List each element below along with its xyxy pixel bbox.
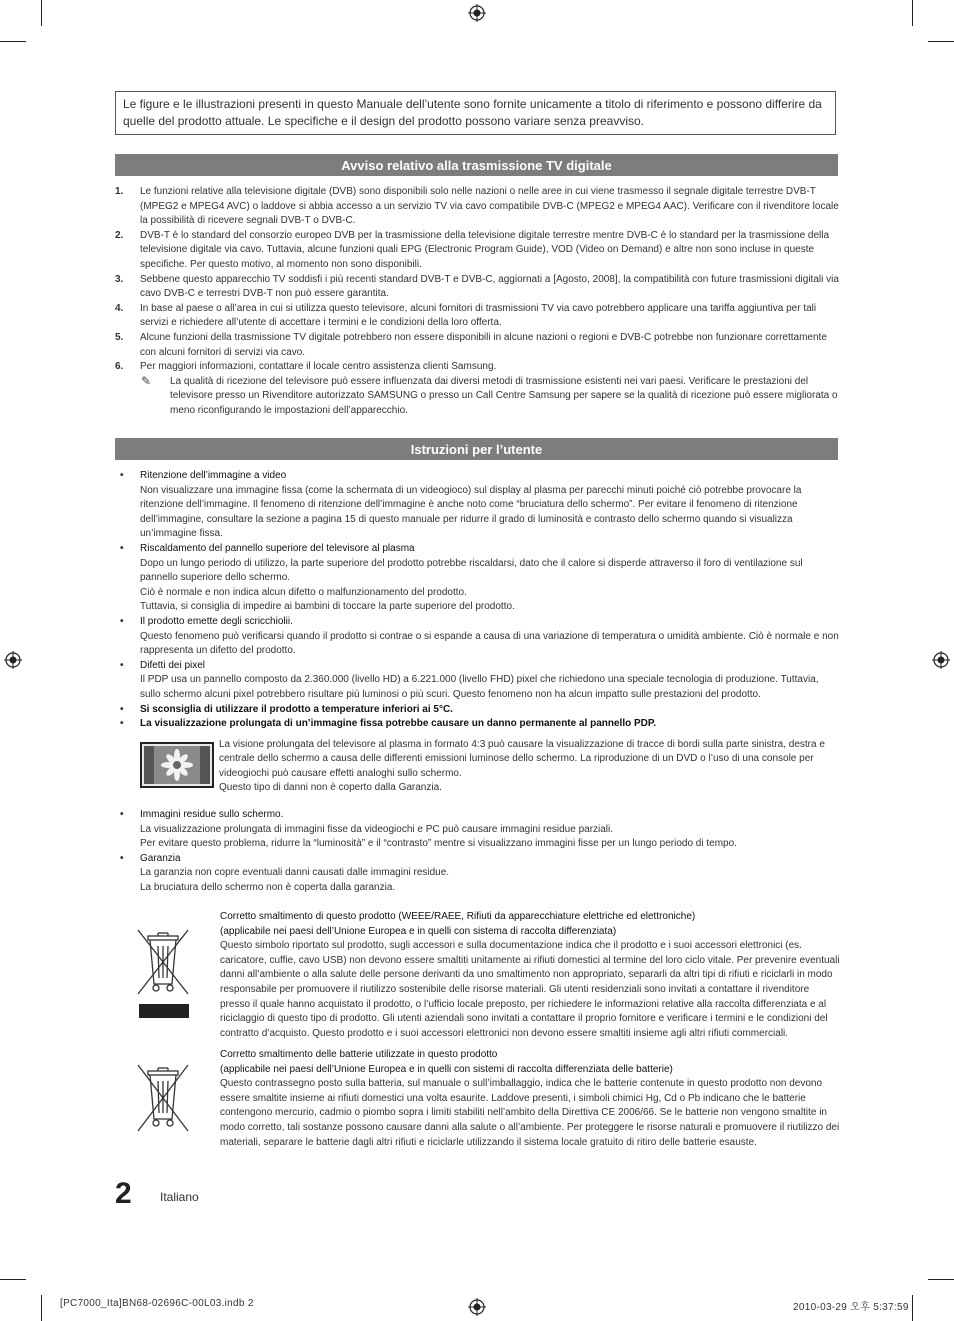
digital-tv-notice-list [115, 185, 840, 419]
crop-mark [0, 1279, 26, 1280]
battery-disposal-text: Corretto smaltimento delle batterie utilizzate in questo prodotto (applicabile nei paesi dell’Unione Europea e in quelli con sistemi di raccolta differenziata delle batterie) Questo contrassegno posto sulla batteria, sul manuale o sull’imballaggio, indica che le batterie contenute in questo prodotto non devono essere smaltite insieme ai rifiuti domestici una volta esaurite. Laddove presenti, i simboli chimici Hg, Cd o Pb indicano che le batterie contengono mercurio, cadmio o piombo sopra i limiti stabiliti nell’ambito della Direttiva CE 2006/66. Se le batterie non vengono smaltite in modo corretto, tali sostanze possono causare danni alla salute o all’ambiente. Per proteggere le risorse naturali e promuovere il riutilizzo dei materiali, separare le batterie dagli altri rifiuti e riciclarle utilizzando il sistema locale gratuito di ritiro delle batterie esauste. [220, 1049, 840, 1148]
list-item: 1. Le funzioni relative alla televisione digitale (DVB) sono disponibili solo nelle nazioni o nelle aree in cui viene trasmesso il segnale digitale terrestre DVB-T (MPEG2 e MPEG4 AVC) o laddove si abbia accesso a un servizio TV via cavo compatibile DVB-C (MPEG2 e MPEG4 AAC). Verificare con il rivenditore locale la possibilità di ricevere segnali DVB-T o DVB-C. [115, 186, 839, 227]
registration-mark-icon [932, 651, 950, 669]
list-item: • Riscaldamento del pannello superiore del televisore al plasma Dopo un lungo periodo di utilizzo, la parte superiore del prodotto potrebbe riscaldarsi, dato che il calore si disperde attraverso il foro di ventilazione sul pannello superiore dello schermo. Ciò è normale e non indica alcun difetto o malfunzionamento del prodotto. Tuttavia, si consiglia di impedire ai bambini di toccare la parte superiore del prodotto. [120, 542, 803, 613]
list-item: • Immagini residue sullo schermo. La visualizzazione prolungata di immagini fisse da videogiochi e PC può causare immagini residue parziali. Per evitare questo problema, ridurre la “luminosità” e il “contrasto” mentre si visualizzano immagini fisse per un lungo periodo di tempo. [120, 809, 737, 850]
registration-mark-icon [468, 1298, 486, 1316]
reception-note: ✎ La qualità di ricezione del televisore può essere influenzata dai diversi metodi di trasmissione esistenti nei vari paesi. Verificare le prestazioni del televisore presso un Rivenditore autorizzato SAMSUNG o presso un Call Centre Samsung per sapere se la qualità di ricezione può essere migliorata o meno riconfigurando le impostazioni dell’apparecchio. [141, 373, 838, 416]
page-language: Italiano [160, 1190, 199, 1204]
crop-mark [912, 1295, 913, 1321]
crop-mark [41, 1295, 42, 1321]
crop-mark [0, 41, 26, 42]
registration-mark-icon [468, 4, 486, 22]
user-instructions-list [115, 469, 840, 896]
list-item: • Il prodotto emette degli scricchiolii. Questo fenomeno può verificarsi quando il prodotto si contrae o si espande a causa di una variazione di temperatura o umidità ambiente. Ciò è normale e non rappresenta un difetto del prodotto. [120, 615, 839, 657]
list-item: 2. DVB-T è lo standard del consorzio europeo DVB per la trasmissione della televisione digitale terrestre mentre DVB-C è lo standard per la trasmissione della televisione digitale via cavo. Tuttavia, alcune funzioni quali EPG (Electronic Program Guide), VOD (Video on Demand) e altre non sono incluse in queste specifiche. Per questo motivo, al momento non sono disponibili. [115, 229, 830, 270]
crop-mark [41, 0, 42, 26]
screen-burn-example: La visione prolungata del televisore al plasma in formato 4:3 può causare la visualizzazione di tracce di bordi sulla parte sinistra, destra e centrale dello schermo a causa delle differenti emissioni luminose dello schermo. La riproduzione di un DVD o l’uso di una console per videogiochi può causare effetti analoghi sullo schermo. Questo tipo di danni non è coperto dalla Garanzia. [115, 738, 840, 796]
list-item: • Garanzia La garanzia non copre eventuali danni causati dalle immagini residue. La bruciatura dello schermo non è coperta dalla garanzia. [120, 852, 450, 894]
section-heading-user-instructions: Istruzioni per l’utente [115, 438, 838, 460]
page-number: 2 [115, 1177, 132, 1210]
tv-image-retention-picture [140, 742, 214, 788]
list-item: 6. Per maggiori informazioni, contattare il locale centro assistenza clienti Samsung. [115, 361, 497, 373]
list-item: 4. In base al paese o all’area in cui si utilizza questo televisore, alcuni fornitori di trasmissioni TV via cavo potrebbero applicare una tariffa aggiuntiva per tali servizi e richiedere all’utente di accettare i termini e le condizioni della loro offerta. [115, 302, 817, 329]
crop-mark [912, 0, 913, 26]
disclaimer-box: Le figure e le illustrazioni presenti in questo Manuale dell’utente sono fornite unicamente a titolo di riferimento e possono differire da quelle del prodotto attuale. Le specifiche e il design del prodotto possono variare senza preavviso. [115, 91, 836, 135]
crop-mark [928, 41, 954, 42]
weee-disposal-text: Corretto smaltimento di questo prodotto (WEEE/RAEE, Rifiuti da apparecchiature elettriche ed elettroniche) (applicabile nei paesi dell’Unione Europea e in quelli con sistema di raccolta differenziata) Questo simbolo riportato sul prodotto, sugli accessori e sulla documentazione indica che il prodotto e i suoi accessori elettronici (es. caricatore, cuffie, cavo USB) non devono essere smaltiti unitamente ai rifiuti domestici al termine del loro ciclo vitale. Per prevenire eventuali danni all’ambiente o alla salute delle persone derivanti da uno smaltimento non appropriato, separarli da altri tipi di rifiuti e riciclarli in modo responsabile per promuovere il riutilizzo sostenibile delle risorse materiali. Gli utenti residenziali sono invitati a contattare il rivenditore presso il quale hanno acquistato il prodotto, o l’ufficio locale preposto, per richiedere le informazioni relative alla raccolta differenziata e al riciclaggio di questo tipo di prodotto. Gli utenti aziendali sono invitati a contattare il proprio fornitore e verificare i termini e le condizioni del contratto d’acquisto. Questo prodotto e i suoi accessori elettronici non devono essere smaltiti insieme agli altri rifiuti commerciali. [220, 911, 840, 1039]
footer-timestamp: 2010-03-29 오후 5:37:59 [793, 1302, 909, 1313]
list-item: • Ritenzione dell’immagine a video Non visualizzare una immagine fissa (come la schermata di un videogioco) sul display al plasma per parecchi minuti poiché ciò potrebbe provocare la ritenzione dell’immagine. Il fenomeno di ritenzione dell’immagine è anche noto come “bruciatura dello schermo”. Per evitare il fenomeno di ritenzione dell’immagine, consultare la sezione a pagina 15 di questo manuale per ridurre il grado di luminosità e contrasto dello schermo quando si visualizza un’immagine fissa. [120, 470, 802, 540]
note-pencil-icon: ✎ [141, 373, 152, 388]
list-item: • La visualizzazione prolungata di un’immagine fissa potrebbe causare un danno permanente al pannello PDP. [120, 718, 657, 730]
registration-mark-icon [4, 651, 22, 669]
weee-crossed-bin-icon [134, 926, 192, 1020]
footer-file-name: [PC7000_Ita]BN68-02696C-00L03.indb 2 [60, 1298, 254, 1309]
list-item: 5. Alcune funzioni della trasmissione TV digitale potrebbero non essere disponibili in alcune nazioni o regioni e DVB-C potrebbe non funzionare correttamente con alcuni fornitori di servizi via cavo. [115, 331, 827, 358]
battery-crossed-bin-icon [134, 1063, 192, 1135]
section-heading-digital-tv: Avviso relativo alla trasmissione TV digitale [115, 154, 838, 176]
crop-mark [928, 1279, 954, 1280]
list-item: • Si sconsiglia di utilizzare il prodotto a temperature inferiori ai 5°C. [120, 703, 453, 715]
list-item: • Difetti dei pixel Il PDP usa un pannello composto da 2.360.000 (livello HD) a 6.221.000 (livello FHD) pixel che richiedono una speciale tecnologia di produzione. Tuttavia, sullo schermo alcuni pixel potrebbero risultare più luminosi o più scuri. Questo fenomeno non ha alcun impatto sulle prestazioni del prodotto. [120, 659, 819, 700]
list-item: 3. Sebbene questo apparecchio TV soddisfi i più recenti standard DVB-T e DVB-C, aggiornati a [Agosto, 2008], la compatibilità con future trasmissioni digitali via cavo DVB-C e terrestri DVB-T non può essere garantita. [115, 273, 839, 300]
